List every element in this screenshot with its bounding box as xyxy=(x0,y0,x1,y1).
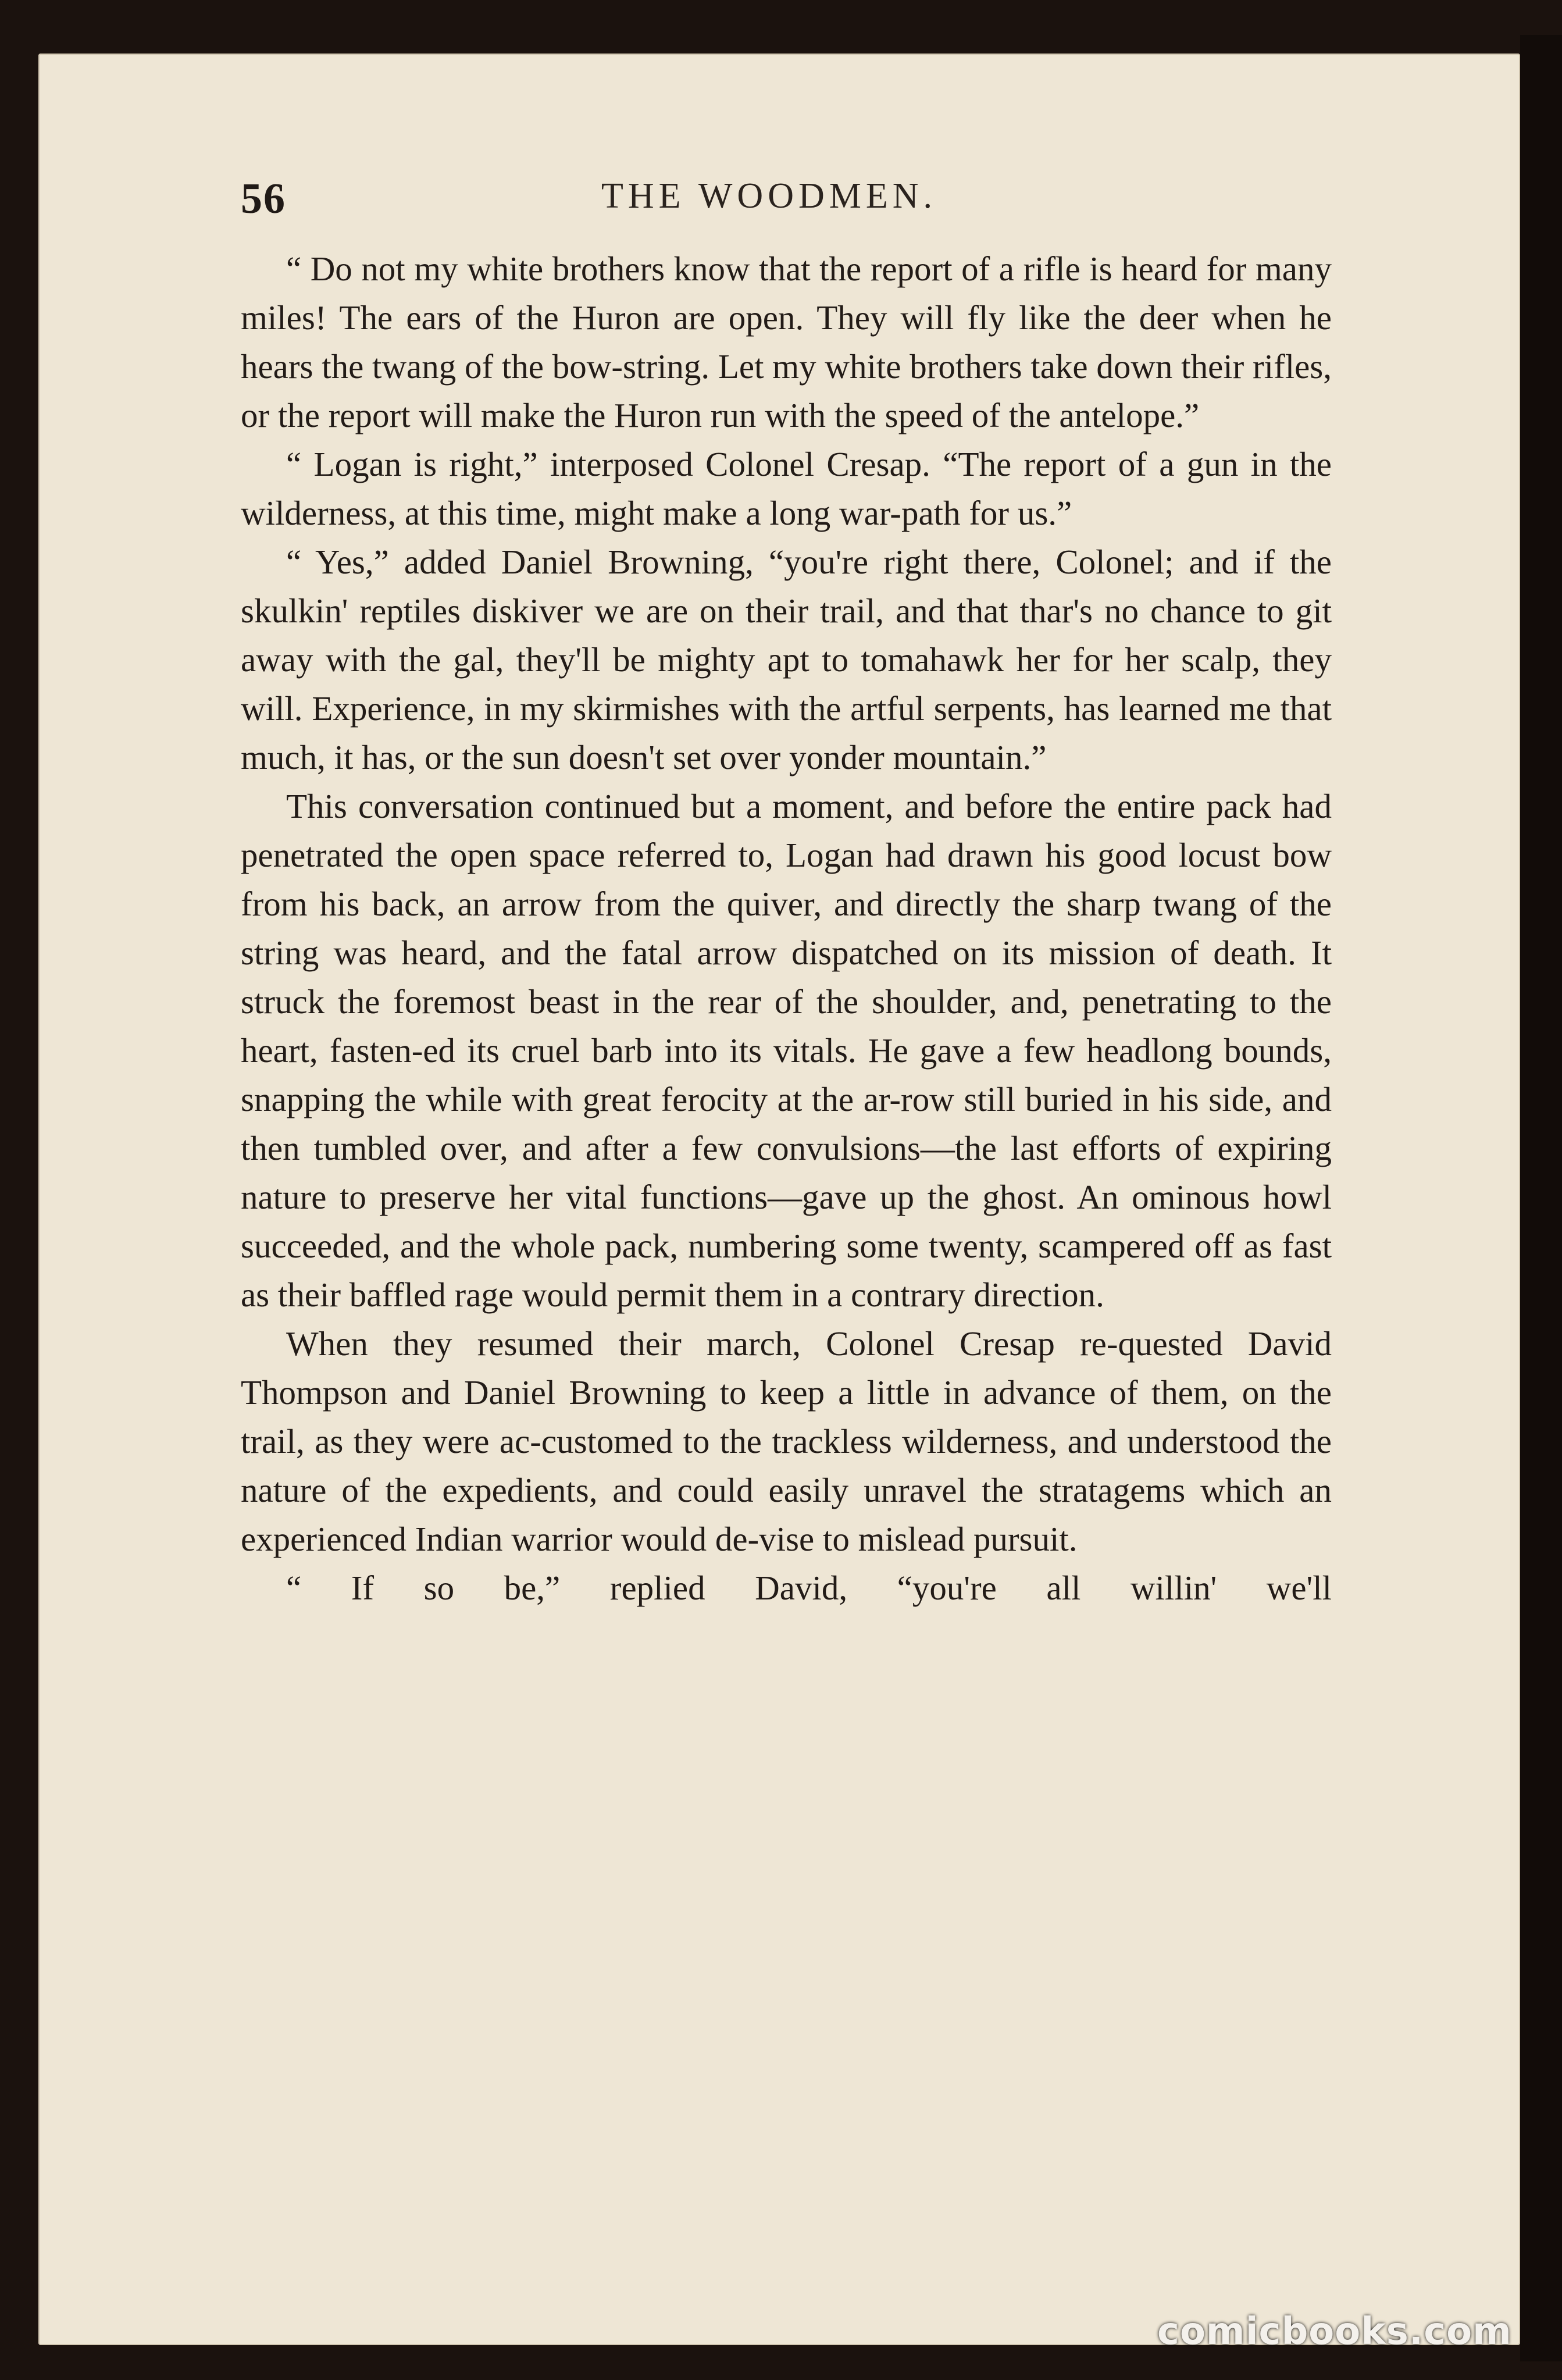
paragraph: “ If so be,” replied David, “you're all willin' we'll xyxy=(286,1569,1332,1607)
page-header xyxy=(241,174,1340,221)
paragraph: “ Do not my white brothers know that the report of a rifle is heard for many miles! The ears of the Huron are open. They will fly like the deer when he hears the twang of the bow-string. Let my white brothers take down their rifles, or the report will make the Huron run with the speed of the antelope.” xyxy=(241,250,1332,434)
page-number: 56 xyxy=(241,175,286,223)
body-text xyxy=(241,244,1332,1612)
watermark: comicbooks.com xyxy=(1157,2310,1512,2353)
paragraph: “ Logan is right,” interposed Colonel Cresap. “The report of a gun in the wilderness, at this time, might make a long war-path for us.” xyxy=(241,445,1332,532)
paragraph: This conversation continued but a moment, and before the entire pack had penetrated the open space referred to, Logan had drawn his good locust bow from his back, an arrow from the quiver, and directly the sharp twang of the string was heard, and the fatal arrow dispatched on its mission of death. It struck the foremost beast in the rear of the shoulder, and, penetrating to the heart, fasten-ed its cruel barb into its vitals. He gave a few headlong bounds, snapping the while with great ferocity at the ar-row still buried in his side, and then tumbled over, and after a few convulsions—the last efforts of expiring nature to preserve her vital functions—gave up the ghost. An ominous howl succeeded, and the whole pack, numbering some twenty, scampered off as fast as their baffled rage would permit them in a contrary direction. xyxy=(241,787,1332,1314)
paragraph: When they resumed their march, Colonel Cresap re-quested David Thompson and Daniel Browning to keep a little in advance of them, on the trail, as they were ac-customed to the trackless wilderness, and understood the nature of the expedients, and could easily unravel the stratagems which an experienced Indian warrior would de-vise to mislead pursuit. xyxy=(241,1324,1332,1558)
book-spine-edge xyxy=(1520,35,1562,2361)
running-title: THE WOODMEN. xyxy=(601,176,937,216)
paragraph: “ Yes,” added Daniel Browning, “you're right there, Colonel; and if the skulkin' reptiles diskiver we are on their trail, and that thar's no chance to git away with the gal, they'll be mighty apt to tomahawk her for her scalp, they will. Experience, in my skirmishes with the artful serpents, has learned me that much, it has, or the sun doesn't set over yonder mountain.” xyxy=(241,543,1332,776)
